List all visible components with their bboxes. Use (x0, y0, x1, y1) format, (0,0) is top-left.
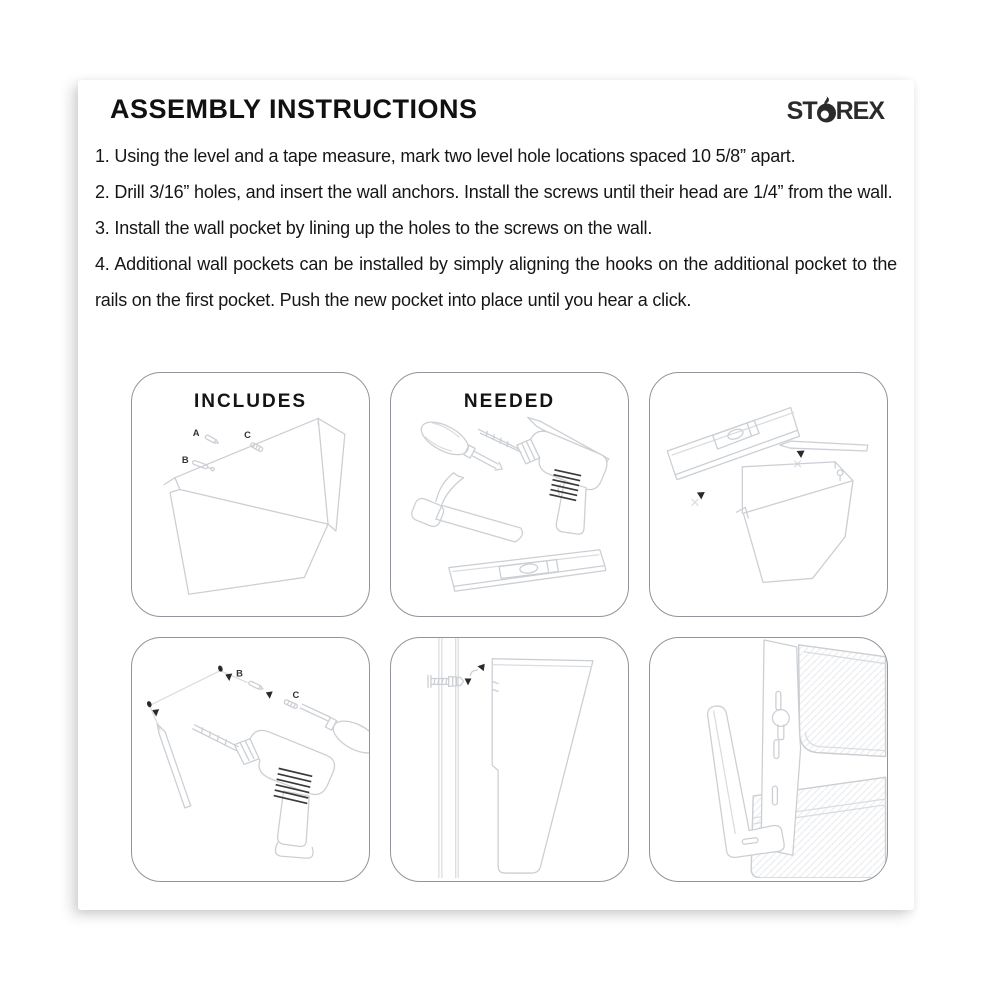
drill-holes-illustration (132, 638, 369, 878)
instruction-step-4: 4. Additional wall pockets can be installed by simply aligning the hooks on the additional pocket to the rails on the first pocket. Push the new pocket into place until you hear a click. (95, 254, 897, 310)
mark-holes-illustration (650, 373, 887, 613)
instruction-step-3: 3. Install the wall pocket by lining up the holes to the screws on the wall. (95, 218, 653, 238)
part-b-label: B (236, 668, 243, 679)
illustration-grid (131, 372, 886, 880)
panel-hook-detail (649, 637, 888, 882)
logo-text-left: ST (786, 96, 817, 125)
panel-includes-title: INCLUDES (193, 391, 308, 412)
part-c-label: C (292, 690, 300, 701)
hang-pocket-illustration (391, 638, 628, 878)
part-a-label: A (192, 428, 200, 439)
hook-rail-detail-illustration (650, 638, 887, 878)
instruction-list (95, 138, 897, 318)
instruction-sheet (78, 80, 914, 910)
panel-mark-holes (649, 372, 888, 617)
panel-includes (131, 372, 370, 617)
panel-hang-pocket (390, 637, 629, 882)
panel-drill-holes (131, 637, 370, 882)
page-title: ASSEMBLY INSTRUCTIONS (110, 94, 478, 124)
panel-needed (390, 372, 629, 617)
part-c-label: C (244, 430, 251, 441)
flame-o-icon (815, 96, 838, 124)
storex-logo (787, 97, 884, 125)
logo-text-right: REX (835, 96, 884, 125)
panel-needed-title: NEEDED (463, 391, 556, 412)
instruction-step-1: 1. Using the level and a tape measure, mark two level hole locations spaced 10 5/8” apart. (95, 146, 796, 166)
instruction-step-2: 2. Drill 3/16” holes, and insert the wall anchors. Install the screws until their head are 1/4” from the wall. (95, 182, 893, 202)
part-b-label: B (181, 454, 189, 465)
